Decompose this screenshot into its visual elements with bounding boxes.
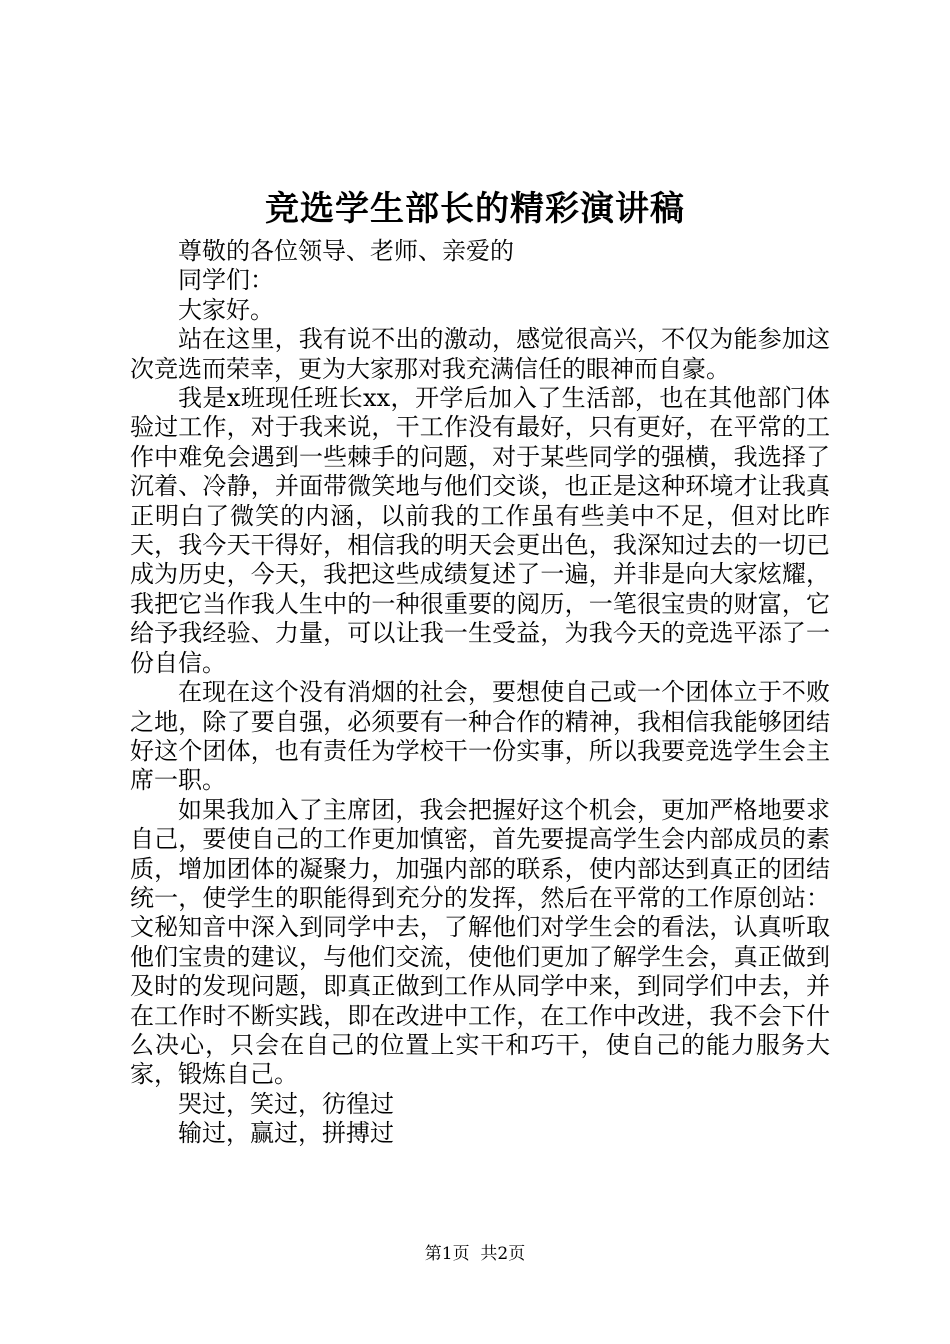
paragraph-greeting: 大家好。: [178, 295, 274, 324]
paragraph-teamwork: 在现在这个没有消烟的社会，要想使自己或一个团体立于不败之地，除了要自强，必须要有一种合作的精神，我相信我能够团结好这个团体，也有责任为学校干一份实事，所以我要竞选学生会主席一职。: [130, 678, 830, 795]
paragraph-plan: 如果我加入了主席团，我会把握好这个机会，更加严格地要求自己，要使自己的工作更加慎密，首先要提高学生会内部成员的素质，增加团体的凝聚力，加强内部的联系，使内部达到真正的团结统一，使学生的职能得到充分的发挥，然后在平常的工作原创站：文秘知音中深入到同学中去，了解他们对学生会的看法，认真听取他们宝贵的建议，与他们交流，使他们更加了解学生会，真正做到及时的发现问题，即真正做到工作从同学中来，到同学们中去，并在工作时不断实践，即在改进中工作，在工作中改进，我不会下什么决心，只会在自己的位置上实干和巧干，使自己的能力服务大家，锻炼自己。: [130, 795, 830, 1089]
paragraph-experience: 我是x班现任班长xx，开学后加入了生活部，也在其他部门体验过工作，对于我来说，干工作没有最好，只有更好，在平常的工作中难免会遇到一些棘手的问题，对于某些同学的强横，我选择了沉着、冷静，并面带微笑地与他们交谈，也正是这种环境才让我真正明白了微笑的内涵，以前我的工作虽有些美中不足，但对比昨天，我今天干得好，相信我的明天会更出色，我深知过去的一切已成为历史，今天，我把这些成绩复述了一遍，并非是向大家炫耀，我把它当作我人生中的一种很重要的阅历，一笔很宝贵的财富，它给予我经验、力量，可以让我一生受益，为我今天的竞选平添了一份自信。: [130, 384, 830, 677]
paragraph-verse-1: 哭过，笑过，彷徨过: [178, 1089, 394, 1118]
paragraph-verse-2: 输过，赢过，拼搏过: [178, 1119, 394, 1148]
document-title: 竞选学生部长的精彩演讲稿: [265, 189, 685, 229]
page-footer: [0, 1243, 950, 1265]
paragraph-salutation: 尊敬的各位领导、老师、亲爱的: [178, 237, 514, 265]
document-body: [130, 237, 830, 1149]
page-number: 第1页 共2页: [424, 1244, 526, 1264]
paragraph-opening: 站在这里，我有说不出的激动，感觉很高兴，不仅为能参加这次竞选而荣幸，更为大家那对我充满信任的眼神而自豪。: [130, 325, 830, 383]
paragraph-salutation-cont: 同学们：: [178, 266, 274, 295]
